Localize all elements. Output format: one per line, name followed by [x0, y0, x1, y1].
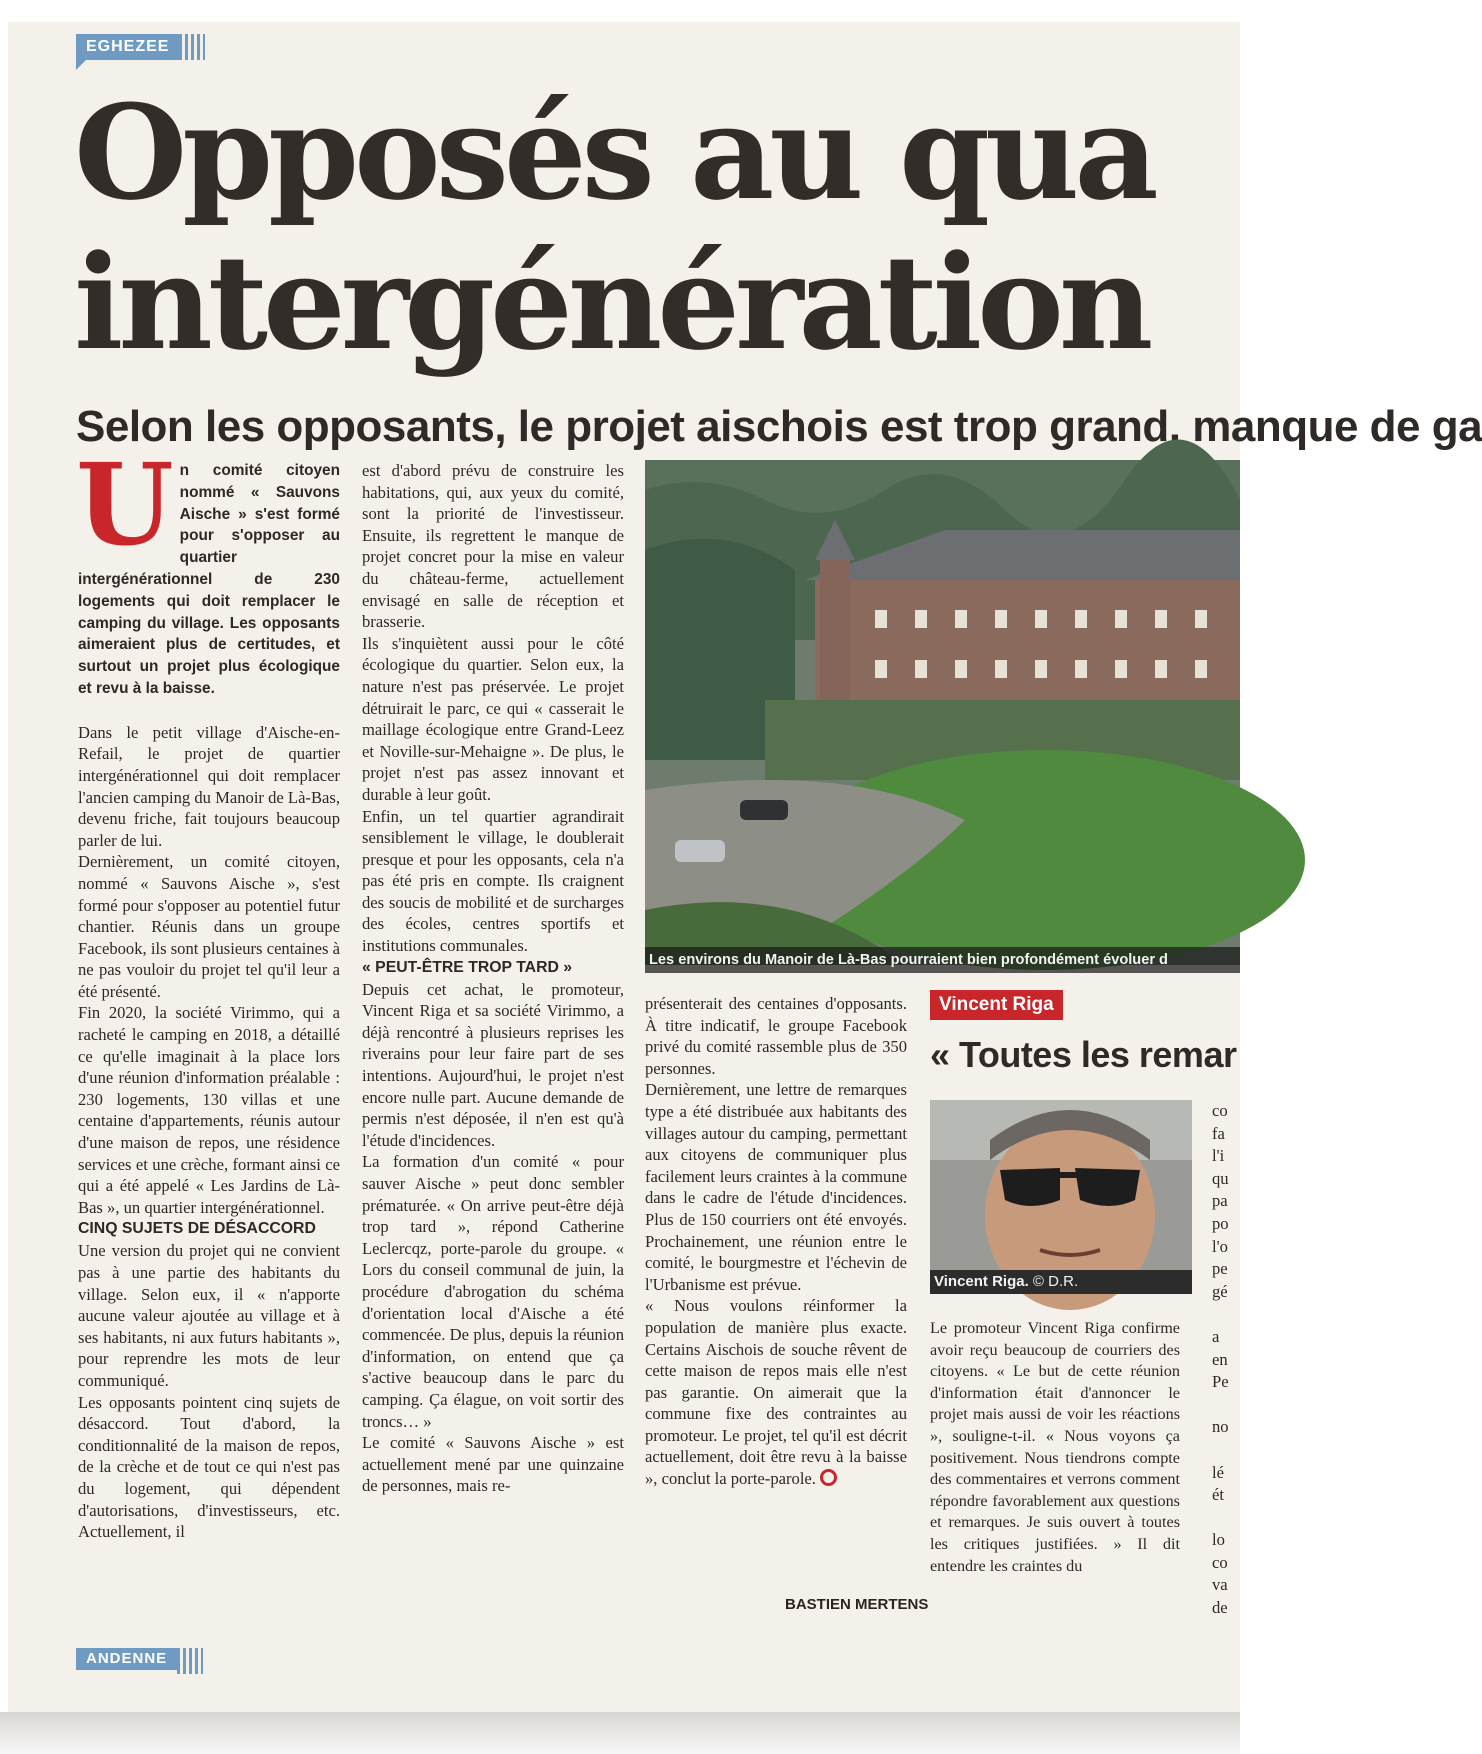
manor-illustration	[645, 460, 1240, 965]
sidebar-quote-title: « Toutes les remar	[930, 1034, 1237, 1075]
cut-off-column	[1212, 1100, 1240, 1620]
portrait-photo	[930, 1100, 1192, 1270]
intertitle: « PEUT-ÊTRE TROP TARD »	[362, 958, 573, 976]
body-paragraph: Depuis cet achat, le promoteur, Vincent Riga et sa société Virimmo, a déjà rencontré à plusieurs reprises les riverains pour leur faire part de ses intentions. Aujourd'hui, le projet n'est encore nulle part. Aucune demande de permis n'est déposée, il n'en est qu'à l'étude d'incidences.	[362, 979, 624, 1150]
footer-section-tag	[76, 1648, 177, 1670]
cut-off-line: gé	[1212, 1281, 1228, 1301]
end-of-article-icon	[820, 1469, 837, 1486]
body-paragraph: Fin 2020, la société Virimmo, qui a racheté le camping en 2018, a détaillé ce qu'elle imaginait à la place lors d'une réunion d'information préalable : 230 logements, 130 villas et une centaine d'appartements, réunis autour d'une maison de repos, une résidence services et une crèche, formant ainsi ce qui a été appelé « Les Jardins de Là-Bas », un quartier intergénérationnel.	[78, 1003, 340, 1217]
sidebar-column	[930, 1318, 1180, 1577]
sidebar-kicker: Vincent Riga	[930, 990, 1063, 1020]
portrait-caption-credit: © D.R.	[1032, 1273, 1079, 1290]
body-paragraph: Dans le petit village d'Aische-en-Refail, le projet de quartier intergénérationnel qui doit remplacer l'ancien camping du Manoir de Là-Bas, devenu friche, fait toujours beaucoup parler de lui.	[78, 722, 340, 850]
closing-text: « Nous voulons réinformer la population de manière plus exacte. Certains Aischois de souche rêvent de cette maison de repos mais elle n'est pas garantie. On aimerait que la commune fixe des contraintes au promoteur. Le projet, tel qu'il est décrit actuellement, doit être revu à la baisse », conclut la porte-parole.	[645, 1296, 907, 1489]
cut-off-line: lé	[1212, 1462, 1224, 1482]
manor-photo	[645, 460, 1240, 965]
article-column-1	[76, 440, 340, 1543]
body-paragraph: Dernièrement, une lettre de remarques type a été distribuée aux habitants des villages autour du camping, permettant aux citoyens de communiquer plus facilement leurs craintes à la commune dans le cadre de l'étude d'incidences. Plus de 150 courriers ont été envoyés. Prochainement, une réunion entre le comité, le bourgmestre et l'échevin de l'Urbanisme est prévue.	[645, 1080, 907, 1294]
portrait-illustration	[930, 1100, 1192, 1270]
article-column-3	[645, 993, 907, 1490]
cut-off-line: en	[1212, 1349, 1228, 1369]
section-tag	[76, 34, 179, 60]
body-paragraph: La formation d'un comité « pour sauver Aische » peut donc sembler prématurée. « On arrive peut-être déjà trop tard », répond Catherine Leclercqz, porte-parole du groupe. « Lors du conseil communal de juin, la procédure d'abrogation du schéma d'orientation local d'Aische a été commencée. De plus, depuis la réunion d'information, on entend que ça s'active beaucoup dans le parc du camping. Ça élague, on voit sortir des troncs… »	[362, 1152, 624, 1431]
headline-line-1: Opposés au qua	[74, 76, 1154, 229]
cut-off-line: co	[1212, 1101, 1228, 1120]
cut-off-line: va	[1212, 1575, 1228, 1595]
body-paragraph: Une version du projet qui ne convient pas à une partie des habitants du village. Selon eux, il « n'apporte aucune valeur ajoutée au village et à ses habitants, ni aux futurs habitants », pour reprendre les mots de leur communiqué.	[78, 1241, 340, 1390]
photo-caption: Les environs du Manoir de Là-Bas pourraient bien profondément évoluer d	[645, 947, 1240, 973]
spacer	[78, 700, 340, 722]
cut-off-line: co	[1212, 1552, 1228, 1572]
cut-off-line: pe	[1212, 1259, 1228, 1279]
cut-off-line: no	[1212, 1417, 1229, 1437]
sidebar-paragraph: Le promoteur Vincent Riga confirme avoir reçu beaucoup de courriers des citoyens. « Le but de cette réunion d'information était d'annoncer le projet mais aussi de voir les réactions », souligne-t-il. « Nous voyons ça positivement. Nous tiendrons compte des commentaires et verrons comment répondre favorablement aux questions et remarques. Je suis ouvert à toutes les critiques justifiées. » Il dit entendre les craintes du	[930, 1319, 1180, 1575]
cut-off-line: ét	[1212, 1485, 1224, 1505]
body-paragraph: Enfin, un tel quartier agrandirait sensiblement le village, le doublerait presque et pour les opposants, cela n'a pas été pris en compte. Ils craignent des soucis de mobilité et de surcharges des écoles, centres sportifs et institutions communales.	[362, 806, 624, 956]
body-paragraph: Ils s'inquiètent aussi pour le côté écologique du quartier. Selon eux, la nature n'est pas préservée. Le projet détruirait le parc, ce qui « casserait le maillage écologique entre Grand-Leez et Noville-sur-Mehaigne ». De plus, le projet n'est pas assez innovant et durable à leur goût.	[362, 633, 624, 804]
tag-tail	[76, 60, 86, 70]
lead-text: n comité citoyen nommé « Sauvons Aische » s'est formé pour s'opposer au quartier intergénérationnel de 230 logements qui doit remplacer le camping du village. Les opposants aimeraient plus de certitudes, et surtout un projet plus écologique et revu à la baisse.	[78, 462, 340, 697]
tag-fringe	[179, 34, 205, 60]
body-paragraph: présenterait des centaines d'opposants. À titre indicatif, le groupe Facebook privé du comité rassemble plus de 350 personnes.	[645, 994, 907, 1078]
cut-off-line: l'i	[1212, 1146, 1225, 1166]
headline-line-2: intergénération	[74, 226, 1149, 379]
cut-off-line: a	[1212, 1326, 1220, 1346]
section-tag-label: EGHEZEE	[86, 38, 170, 55]
body-paragraph	[645, 1295, 907, 1489]
body-paragraph: Le comité « Sauvons Aische » est actuellement mené par une quinzaine de personnes, mais re-	[362, 1433, 624, 1496]
byline: BASTIEN MERTENS	[785, 1596, 929, 1613]
cut-off-line: lo	[1212, 1530, 1225, 1550]
cut-off-line: de	[1212, 1598, 1228, 1618]
cut-off-line	[1212, 1394, 1240, 1417]
tag-fringe	[177, 1648, 203, 1674]
cut-off-line: l'o	[1212, 1236, 1228, 1256]
cut-off-line: qu	[1212, 1168, 1229, 1188]
body-paragraph: Les opposants pointent cinq sujets de désaccord. Tout d'abord, la conditionnalité de la maison de repos, de la crèche et de tout ce qui n'est pas du logement, qui dépendent d'autorisations, d'investisseurs, etc. Actuellement, il	[78, 1392, 340, 1542]
cut-off-line	[1212, 1303, 1240, 1326]
cut-off-line: po	[1212, 1213, 1229, 1233]
cut-off-line	[1212, 1439, 1240, 1462]
portrait-caption-name: Vincent Riga.	[934, 1273, 1029, 1290]
subheadline: Selon les opposants, le projet aischois est trop grand, manque de ga	[76, 402, 1482, 451]
drop-cap: U	[76, 440, 174, 571]
cut-off-line: fa	[1212, 1123, 1225, 1143]
body-paragraph: est d'abord prévu de construire les habitations, qui, aux yeux du comité, sont la priorité de l'investisseur. Ensuite, ils regrettent le manque de projet concret pour la mise en valeur du château-ferme, actuellement envisagé en salle de réception et brasserie.	[362, 461, 624, 632]
intertitle: CINQ SUJETS DE DÉSACCORD	[78, 1220, 316, 1238]
footer-section-tag-label: ANDENNE	[86, 1650, 168, 1667]
cut-off-line: pa	[1212, 1191, 1228, 1211]
article-column-2	[362, 460, 624, 1497]
body-paragraph: Dernièrement, un comité citoyen, nommé « Sauvons Aische », s'est formé pour s'opposer au potentiel futur chantier. Réunis dans un groupe Facebook, ils sont plusieurs centaines à ne pas vouloir du projet tel qu'il leur a été présenté.	[78, 852, 340, 1001]
cut-off-line: Pe	[1212, 1372, 1229, 1392]
portrait-caption	[930, 1270, 1192, 1294]
scan-shadow	[0, 1712, 1240, 1754]
lead-paragraph	[76, 440, 340, 700]
cut-off-line	[1212, 1507, 1240, 1530]
